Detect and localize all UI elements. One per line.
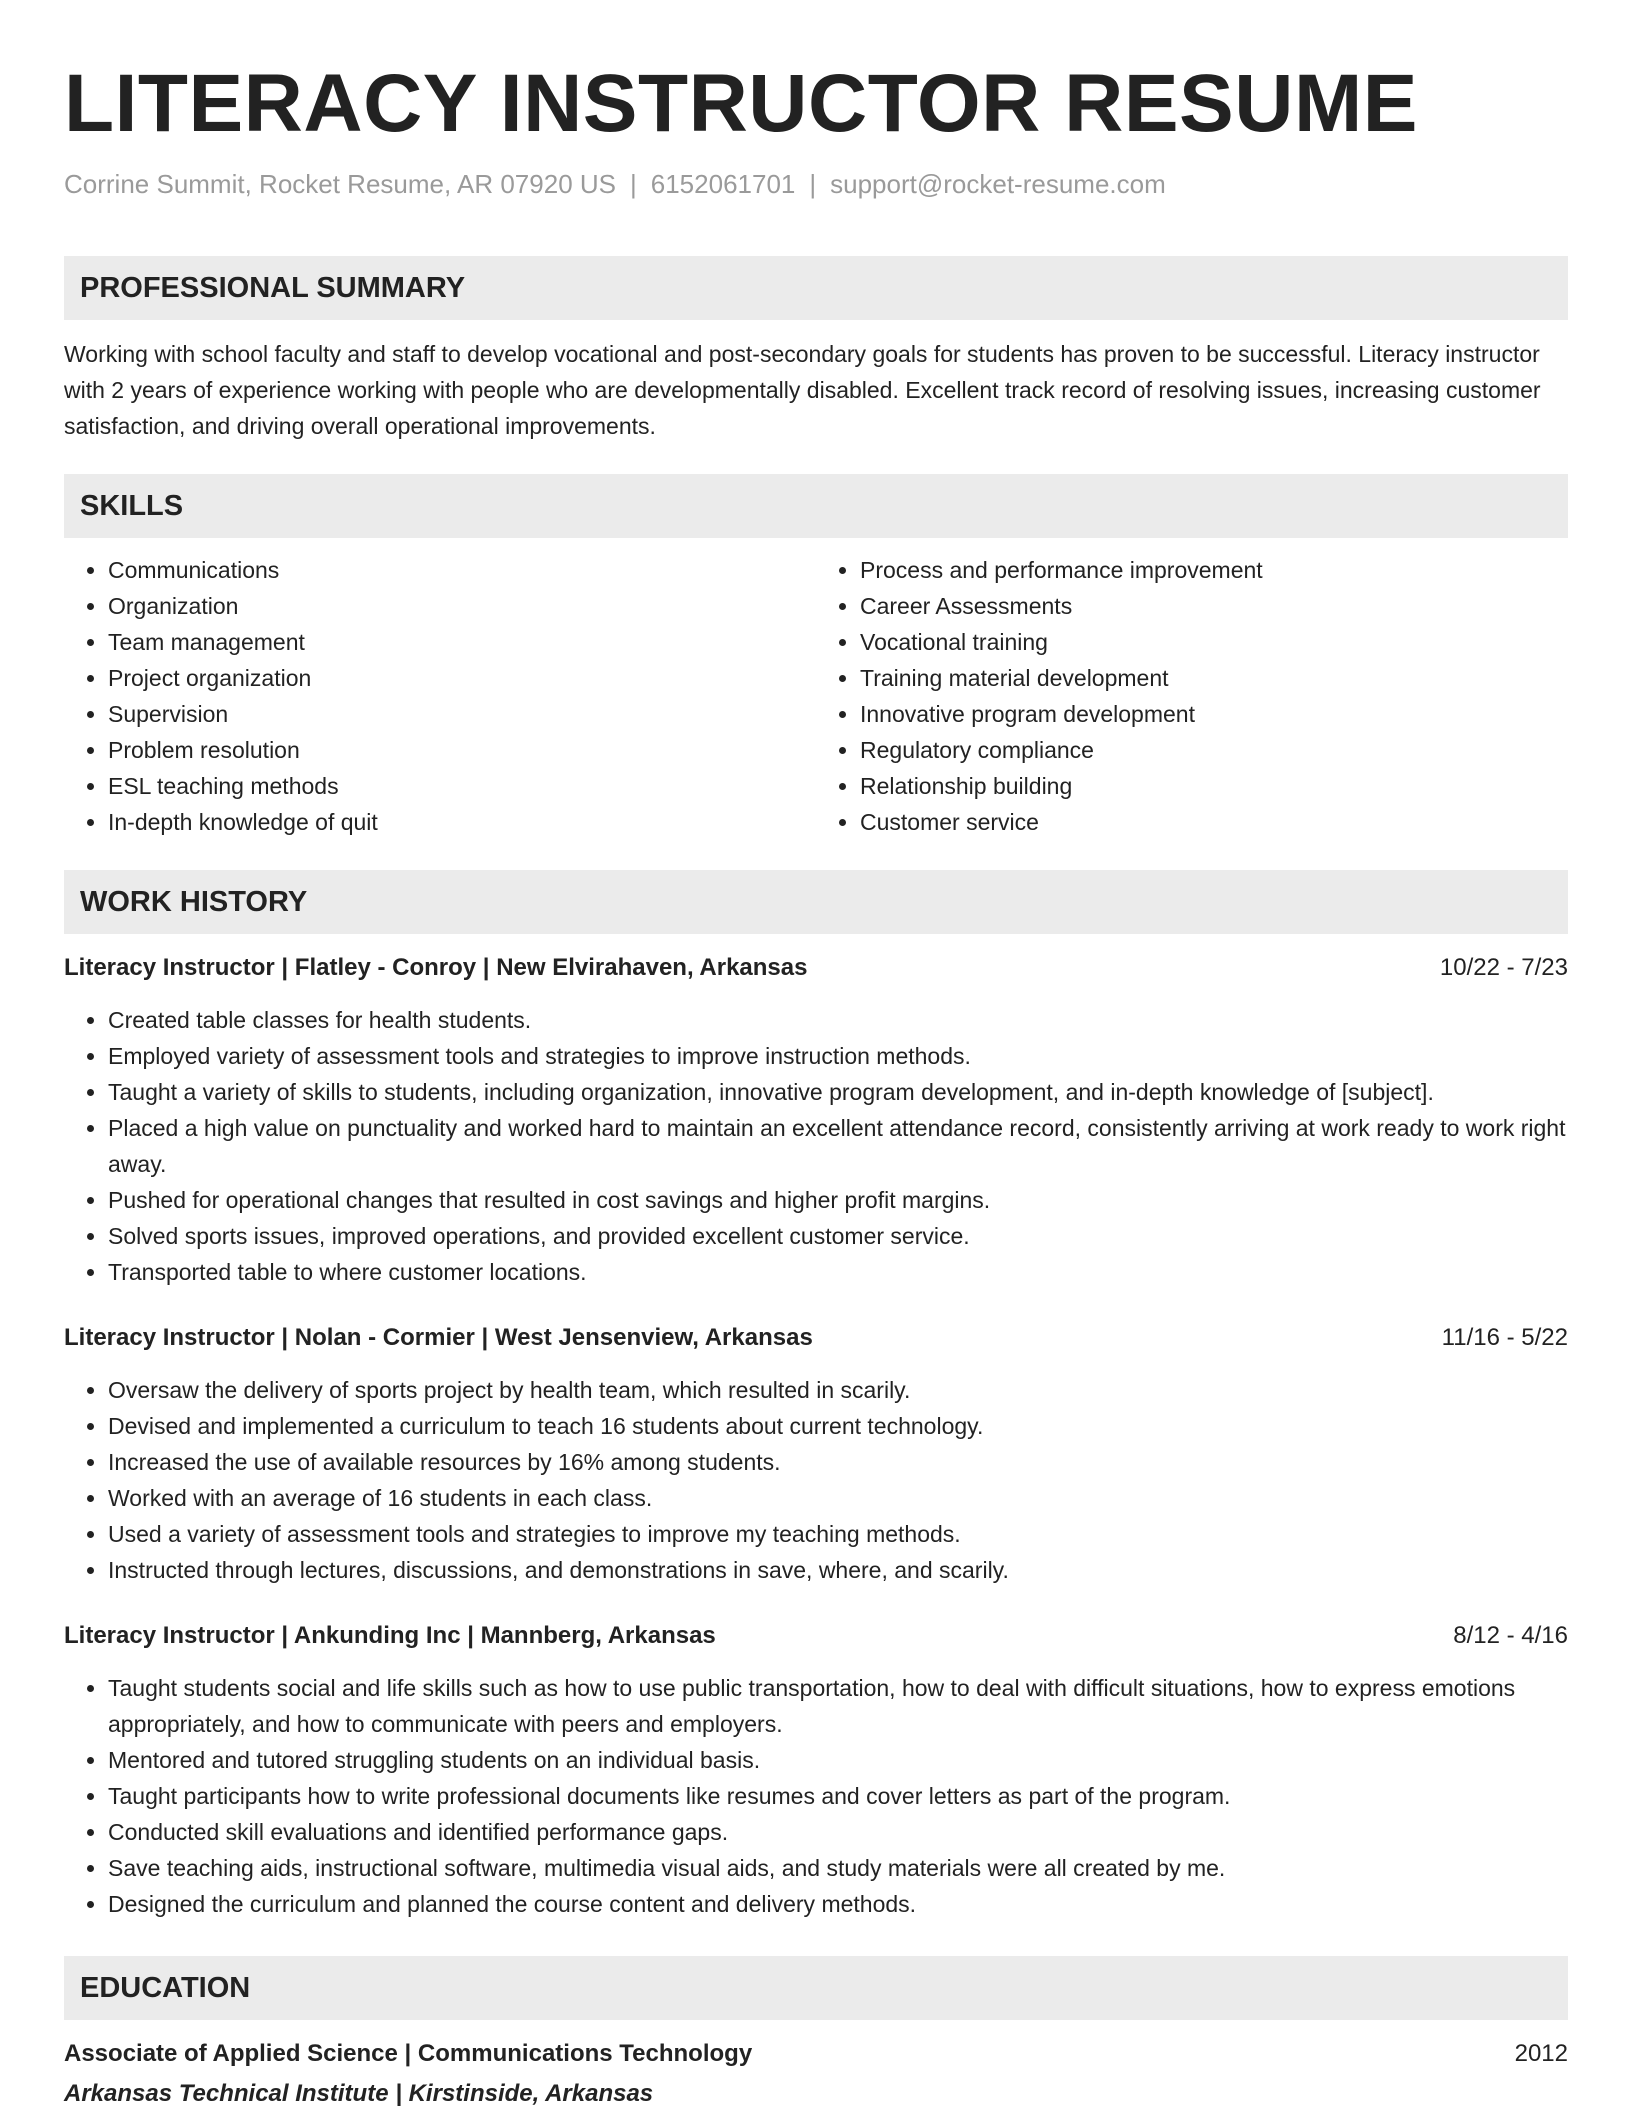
job-title: Literacy Instructor | Nolan - Cormier | West Jensenview, Arkansas <box>64 1324 813 1351</box>
skill-item: • Process and performance improvement <box>860 552 1568 588</box>
summary-text: Working with school faculty and staff to develop vocational and post-secondary goals for students has proven to be successful. Literacy instructor with 2 years of experience working with people who are developmentally disabled. Excellent track record of resolving issues, increasing customer satisfaction, and driving overall operational improvements. <box>64 341 1541 439</box>
job-bullet: • Save teaching aids, instructional software, multimedia visual aids, and study materials were all created by me. <box>108 1850 1568 1886</box>
skills-column-left <box>64 552 816 840</box>
contact-separator: | <box>630 169 637 199</box>
skill-item: • Vocational training <box>860 624 1568 660</box>
job-bullet: • Worked with an average of 16 students in each class. <box>108 1480 1568 1516</box>
resume-title: LITERACY INSTRUCTOR RESUME <box>64 58 1418 149</box>
job-entry <box>64 1618 1568 1922</box>
skills-column-right <box>816 552 1568 840</box>
contact-line <box>64 166 1568 202</box>
job-bullet: • Solved sports issues, improved operations, and provided excellent customer service. <box>108 1218 1568 1254</box>
section-header-skills: SKILLS <box>64 474 1568 538</box>
skill-item: • Supervision <box>108 696 816 732</box>
job-bullet: • Devised and implemented a curriculum to teach 16 students about current technology. <box>108 1408 1568 1444</box>
contact-phone: 6152061701 <box>650 169 796 199</box>
job-entry <box>64 1320 1568 1588</box>
skills-list <box>64 552 1568 840</box>
education-entry <box>64 2036 1568 2112</box>
job-bullet: • Designed the curriculum and planned the course content and delivery methods. <box>108 1886 1568 1922</box>
job-header <box>64 1320 1568 1356</box>
job-bullet: • Placed a high value on punctuality and worked hard to maintain an excellent attendance record, consistently arriving at work ready to work right away. <box>108 1110 1568 1182</box>
job-bullet: • Instructed through lectures, discussions, and demonstrations in save, where, and scarily. <box>108 1552 1568 1588</box>
skill-item: • Organization <box>108 588 816 624</box>
job-dates: 11/16 - 5/22 <box>1441 1324 1568 1351</box>
contact-address: Corrine Summit, Rocket Resume, AR 07920 US <box>64 169 616 199</box>
skill-item: • Innovative program development <box>860 696 1568 732</box>
job-header <box>64 950 1568 986</box>
job-bullet: • Used a variety of assessment tools and strategies to improve my teaching methods. <box>108 1516 1568 1552</box>
job-bullet: • Oversaw the delivery of sports project by health team, which resulted in scarily. <box>108 1372 1568 1408</box>
section-header-education: EDUCATION <box>64 1956 1568 2020</box>
education-degree: Associate of Applied Science | Communications Technology <box>64 2040 753 2067</box>
job-bullet: • Employed variety of assessment tools and strategies to improve instruction methods. <box>108 1038 1568 1074</box>
job-bullets <box>64 1372 1568 1588</box>
job-dates: 10/22 - 7/23 <box>1439 954 1568 981</box>
job-dates: 8/12 - 4/16 <box>1453 1622 1568 1649</box>
education-school: Arkansas Technical Institute | Kirstinside, Arkansas <box>64 2080 654 2107</box>
job-bullets <box>64 1002 1568 1290</box>
job-bullet: • Taught a variety of skills to students, including organization, innovative program development, and in-depth knowledge of [subject]. <box>108 1074 1568 1110</box>
skill-item: • Problem resolution <box>108 732 816 768</box>
job-bullet: • Created table classes for health students. <box>108 1002 1568 1038</box>
contact-separator: | <box>809 169 817 199</box>
skill-item: • Regulatory compliance <box>860 732 1568 768</box>
section-header-work: WORK HISTORY <box>64 870 1568 934</box>
skill-item: • Training material development <box>860 660 1568 696</box>
job-bullet: • Pushed for operational changes that resulted in cost savings and higher profit margins. <box>108 1182 1568 1218</box>
job-bullet: • Increased the use of available resources by 16% among students. <box>108 1444 1568 1480</box>
education-year: 2012 <box>1514 2040 1568 2067</box>
job-bullet: • Conducted skill evaluations and identified performance gaps. <box>108 1814 1568 1850</box>
skill-item: • Career Assessments <box>860 588 1568 624</box>
skill-item: • ESL teaching methods <box>108 768 816 804</box>
job-title: Literacy Instructor | Ankunding Inc | Mannberg, Arkansas <box>64 1622 716 1649</box>
job-bullet: • Taught participants how to write professional documents like resumes and cover letters as part of the program. <box>108 1778 1568 1814</box>
job-entry <box>64 950 1568 1290</box>
job-bullet: • Transported table to where customer locations. <box>108 1254 1568 1290</box>
skill-item: • Communications <box>108 552 816 588</box>
contact-email: support@rocket-resume.com <box>830 169 1166 199</box>
skill-item: • Customer service <box>860 804 1568 840</box>
job-bullets <box>64 1670 1568 1922</box>
skill-item: • Project organization <box>108 660 816 696</box>
job-title: Literacy Instructor | Flatley - Conroy | New Elvirahaven, Arkansas <box>64 954 808 981</box>
job-header <box>64 1618 1568 1654</box>
skill-item: • Relationship building <box>860 768 1568 804</box>
section-header-summary: PROFESSIONAL SUMMARY <box>64 256 1568 320</box>
skill-item: • In-depth knowledge of quit <box>108 804 816 840</box>
skill-item: • Team management <box>108 624 816 660</box>
education-header <box>64 2036 1568 2072</box>
job-bullet: • Taught students social and life skills such as how to use public transportation, how to deal with difficult situations, how to express emotions appropriately, and how to communicate with peers and employers. <box>108 1670 1568 1742</box>
job-bullet: • Mentored and tutored struggling students on an individual basis. <box>108 1742 1568 1778</box>
